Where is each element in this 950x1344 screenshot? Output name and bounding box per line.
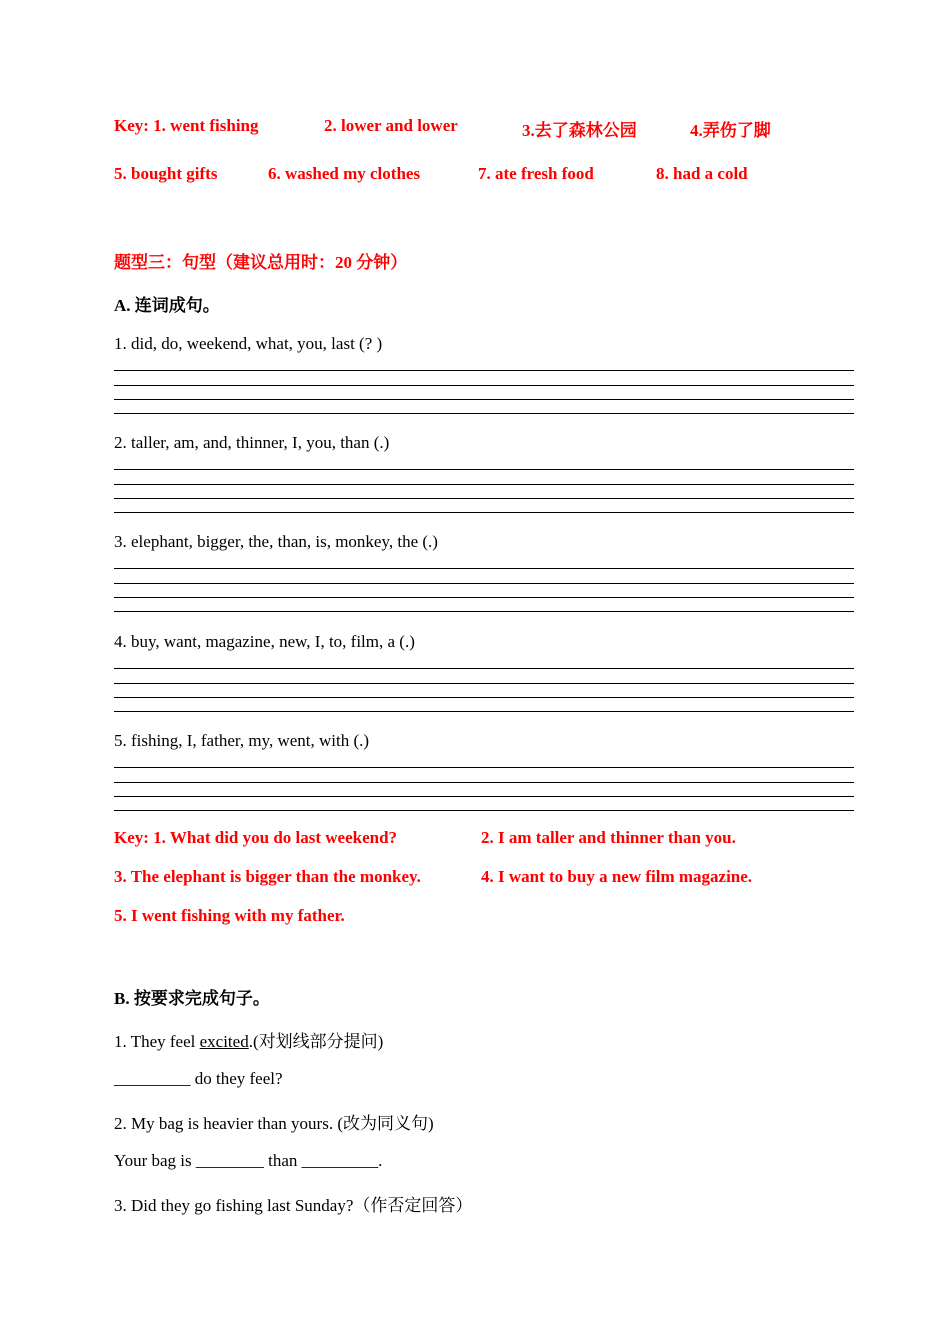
question-text: 3. Did they go fishing last Sunday?（作否定回答） [114, 1196, 473, 1215]
section-title: 题型三：句型（建议总用时：20 分钟） [114, 253, 408, 272]
key-item: 8. had a cold [656, 164, 748, 183]
answer-line [114, 385, 854, 386]
answer-line [114, 697, 854, 698]
key-item: 4. I want to buy a new film magazine. [481, 867, 753, 886]
answer-line [114, 782, 854, 783]
underlined-word: excited [199, 1032, 249, 1051]
answer-line [114, 683, 854, 684]
answer-line [114, 711, 854, 712]
answer-sentence: _________ do they feel? [114, 1069, 283, 1088]
question-text: 5. fishing, I, father, my, went, with (.) [114, 731, 370, 750]
key-item: 6. washed my clothes [268, 164, 421, 183]
answer-line [114, 484, 854, 485]
key-item: 5. bought gifts [114, 164, 218, 183]
answer-line [114, 568, 854, 569]
answer-line [114, 796, 854, 797]
answer-line [114, 611, 854, 612]
answer-line [114, 498, 854, 499]
key-item: 4.弄伤了脚 [690, 121, 771, 140]
answer-line [114, 597, 854, 598]
question-text: 1. did, do, weekend, what, you, last (? ) [114, 334, 383, 353]
question-prefix: 1. They feel [114, 1032, 200, 1051]
answer-line [114, 399, 854, 400]
key-item: 3.去了森林公园 [522, 121, 637, 140]
answer-line [114, 469, 854, 470]
answer-line [114, 413, 854, 414]
question-instruction: .(对划线部分提问) [248, 1032, 384, 1051]
key-item: 7. ate fresh food [478, 164, 594, 183]
question-text: 3. elephant, bigger, the, than, is, monkey, the (.) [114, 532, 438, 551]
answer-line [114, 668, 854, 669]
question-text [114, 1027, 383, 1052]
answer-line [114, 583, 854, 584]
key-item: Key: 1. went fishing [114, 116, 259, 135]
question-text: 4. buy, want, magazine, new, I, to, film, a (.) [114, 632, 415, 651]
question-text: 2. My bag is heavier than yours. (改为同义句) [114, 1114, 434, 1133]
key-item: 2. I am taller and thinner than you. [481, 828, 736, 847]
answer-line [114, 512, 854, 513]
answer-line [114, 810, 854, 811]
answer-line [114, 767, 854, 768]
key-item: 3. The elephant is bigger than the monkey. [114, 867, 421, 886]
part-b-heading: B. 按要求完成句子。 [114, 989, 270, 1008]
part-a-heading: A. 连词成句。 [114, 296, 220, 315]
answer-line [114, 370, 854, 371]
key-item: Key: 1. What did you do last weekend? [114, 828, 398, 847]
question-text: 2. taller, am, and, thinner, I, you, than (.) [114, 433, 390, 452]
key-item: 2. lower and lower [324, 116, 458, 135]
key-item: 5. I went fishing with my father. [114, 906, 345, 925]
answer-sentence: Your bag is ________ than _________. [114, 1151, 383, 1170]
